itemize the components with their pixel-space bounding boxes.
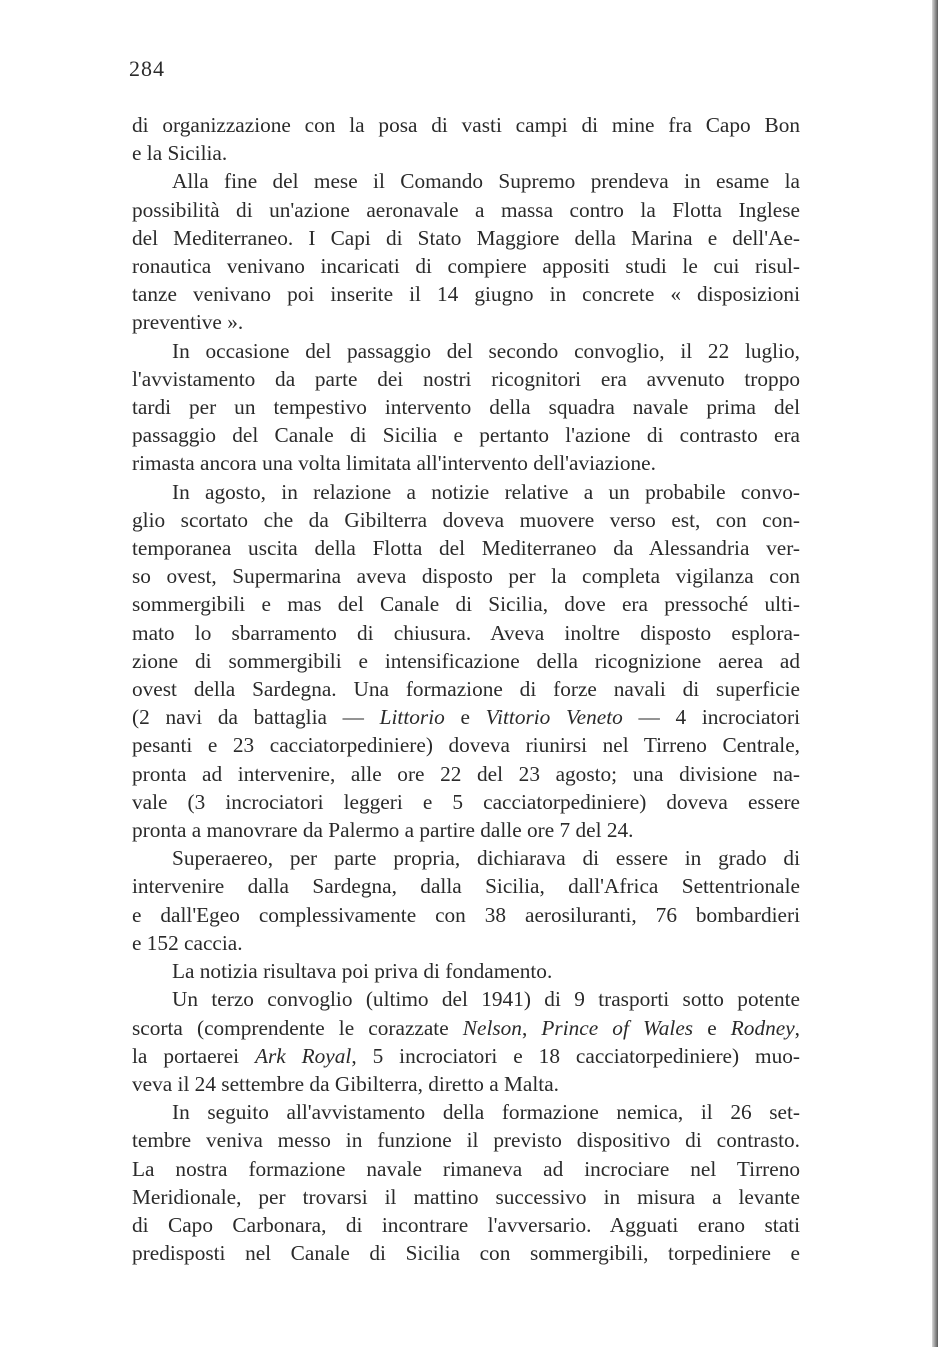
text-line: e 152 caccia. — [132, 930, 243, 955]
text-line: tembre veniva messo in funzione il previsto dispositivo di contrasto. — [132, 1128, 800, 1153]
text-line: ovest della Sardegna. Una formazione di forze navali di superficie — [132, 677, 800, 702]
text-line: e dall'Egeo complessivamente con 38 aerosiluranti, 76 bombardieri — [132, 902, 800, 927]
text-line: La nostra formazione navale rimaneva ad incrociare nel Tirreno — [132, 1156, 800, 1181]
text-line: In occasione del passaggio del secondo convoglio, il 22 luglio, — [172, 338, 800, 363]
page-edge-shadow — [932, 0, 938, 1347]
text-line: tardi per un tempestivo intervento della squadra navale prima del — [132, 395, 800, 420]
text-line: passaggio del Canale di Sicilia e pertanto l'azione di contrasto era — [132, 423, 800, 448]
text-line: so ovest, Supermarina aveva disposto per la completa vigilanza con — [132, 564, 800, 589]
text-line: glio scortato che da Gibilterra doveva muovere verso est, con con- — [132, 507, 800, 532]
text-line: scorta (comprendente le corazzate Nelson, Prince of Wales e Rodney, — [132, 1015, 800, 1040]
text-line: pronta ad intervenire, alle ore 22 del 23 agosto; una divisione na- — [132, 761, 800, 786]
text-line: In seguito all'avvistamento della formazione nemica, il 26 set- — [172, 1100, 800, 1125]
text-line: intervenire dalla Sardegna, dalla Sicilia, dall'Africa Settentrionale — [132, 874, 800, 899]
text-line: di organizzazione con la posa di vasti campi di mine fra Capo Bon — [132, 113, 800, 137]
text-line: possibilità di un'azione aeronavale a massa contro la Flotta Inglese — [132, 197, 800, 222]
text-line: Un terzo convoglio (ultimo del 1941) di 9 trasporti sotto potente — [172, 987, 800, 1012]
text-line: preventive ». — [132, 310, 244, 335]
text-line: Alla fine del mese il Comando Supremo prendeva in esame la — [172, 169, 800, 194]
text-line: e la Sicilia. — [132, 141, 228, 166]
text-line: l'avvistamento da parte dei nostri ricognitori era avvenuto troppo — [132, 366, 800, 391]
text-line: sommergibili e mas del Canale di Sicilia, dove era pressoché ulti- — [132, 592, 800, 617]
text-line: (2 navi da battaglia — Littorio e Vittorio Veneto — 4 incrociatori — [132, 705, 801, 730]
text-line: Meridionale, per trovarsi il mattino successivo in misura a levante — [132, 1184, 800, 1209]
text-line: di Capo Carbonara, di incontrare l'avversario. Agguati erano stati — [132, 1212, 800, 1237]
text-line: Superaereo, per parte propria, dichiarava di essere in grado di — [172, 846, 800, 871]
text-line: tanze venivano poi inserite il 14 giugno in concrete « disposizioni — [132, 282, 800, 307]
text-line: La notizia risultava poi priva di fondamento. — [172, 959, 553, 984]
body-text — [132, 111, 800, 1267]
text-line: temporanea uscita della Flotta del Mediterraneo da Alessandria ver- — [132, 536, 800, 561]
page-number: 284 — [129, 56, 165, 81]
text-line: pesanti e 23 cacciatorpediniere) doveva riunirsi nel Tirreno Centrale, — [132, 733, 800, 758]
text-line: la portaerei Ark Royal, 5 incrociatori e 18 cacciatorpediniere) muo- — [132, 1043, 800, 1068]
text-line: vale (3 incrociatori leggeri e 5 cacciatorpediniere) doveva essere — [132, 789, 800, 814]
text-line: predisposti nel Canale di Sicilia con sommergibili, torpediniere e — [132, 1241, 800, 1266]
text-line: mato lo sbarramento di chiusura. Aveva inoltre disposto esplora- — [132, 620, 800, 645]
text-line: pronta a manovrare da Palermo a partire dalle ore 7 del 24. — [132, 818, 634, 843]
text-line: zione di sommergibili e intensificazione della ricognizione aerea ad — [132, 648, 800, 673]
text-line: veva il 24 settembre da Gibilterra, diretto a Malta. — [132, 1071, 559, 1096]
text-line: In agosto, in relazione a notizie relative a un probabile convo- — [172, 479, 800, 504]
text-line: del Mediterraneo. I Capi di Stato Maggiore della Marina e dell'Ae- — [132, 225, 800, 250]
text-line: rimasta ancora una volta limitata all'intervento dell'aviazione. — [132, 451, 656, 476]
text-line: ronautica venivano incaricati di compiere appositi studi le cui risul- — [132, 254, 800, 279]
